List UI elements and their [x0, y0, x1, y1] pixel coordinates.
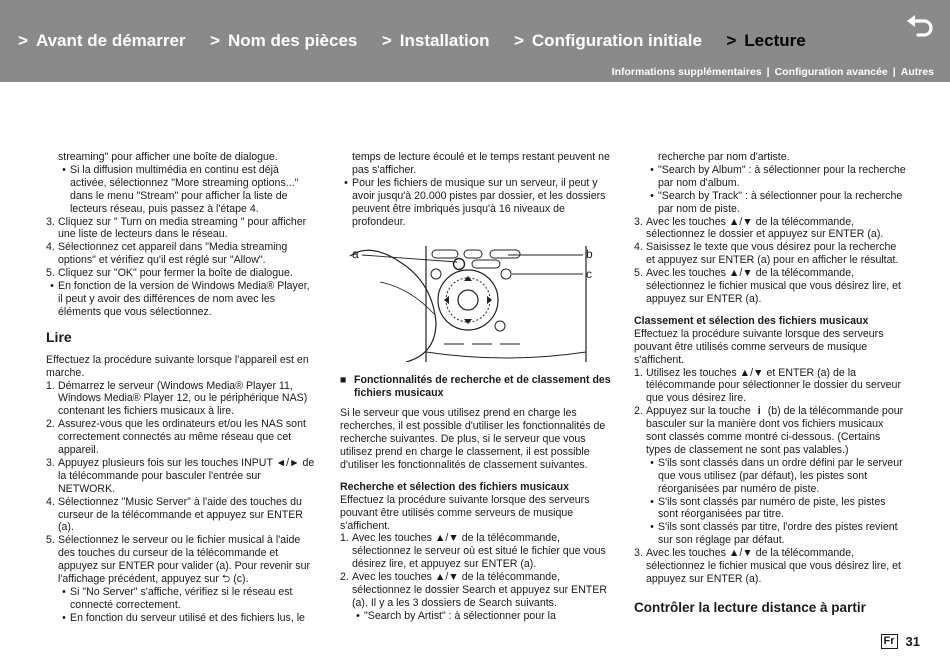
chapter-nav [18, 31, 826, 53]
step-text: Avec les touches ▲/▼ de la télécommande, sélectionnez le serveur où est situé le fichier que vous désirez lire, et appuyez sur ENTER (a). [352, 532, 606, 571]
subsection-heading: Classement et sélection des fichiers musicaux [634, 314, 869, 327]
bullet-item [634, 457, 906, 496]
bullet-item [634, 190, 906, 216]
step-item [46, 241, 316, 267]
step-number: 3. [634, 547, 643, 560]
bullet-text: S'ils sont classés par titre, l'ordre des pistes revient sur son réglage par défaut. [658, 521, 898, 547]
chevron-right-icon: > [726, 31, 737, 50]
nav-configuration-initiale[interactable] [514, 31, 702, 51]
step-item [46, 418, 316, 457]
step-text: Démarrez le serveur (Windows Media® Player 11, Windows Media® Player 12, ou le périphérique NAS) contenant les fichiers musicaux à lire. [58, 379, 308, 418]
step-number: 4. [46, 241, 55, 254]
spacer [340, 400, 612, 407]
bullet-item [46, 280, 316, 319]
link-autres[interactable]: Autres [900, 66, 934, 78]
link-informations-supplementaires[interactable]: Informations supplémentaires [611, 66, 762, 78]
column-3 [634, 151, 906, 615]
step-number: 3. [46, 215, 55, 228]
step-text: Assurez-vous que les ordinateurs et/ou les NAS sont correctement connectés au même réseau que cet appareil. [58, 418, 306, 457]
step-text: Cliquez sur "OK" pour fermer la boîte de dialogue. [58, 267, 293, 280]
step-text: Sélectionnez le serveur ou le fichier musical à l'aide des touches du curseur de la télécommande et appuyez sur ENTER pour valider (a). Pour revenir sur l'affichage précédent, appuyez sur ⮌ (c). [58, 534, 310, 586]
step-item [634, 405, 906, 457]
step-text: Cliquez sur " Turn on media streaming " pour afficher une liste de lecteurs dans le réseau. [58, 215, 307, 241]
section-heading-controler: Contrôler la lecture distance à partir [634, 599, 866, 615]
step-number: 4. [634, 241, 643, 254]
step-item [634, 241, 906, 267]
bullet: • [344, 176, 348, 189]
column-1 [46, 151, 316, 625]
bullet-item [340, 610, 612, 623]
bullet-text: "Search by Artist" : à sélectionner pour la [364, 609, 556, 622]
bullet: • [650, 495, 654, 508]
bullet: • [356, 609, 360, 622]
step-text: Sélectionnez cet appareil dans "Media streaming options" et vérifiez qu'il est réglé sur "Allow". [58, 241, 288, 267]
step-text: Sélectionnez "Music Server" à l'aide des touches du curseur de la télécommande et appuyez sur ENTER (a). [58, 495, 303, 534]
step-item [634, 547, 906, 586]
bullet-text: En fonction de la version de Windows Media® Player, il peut y avoir des différences de nom avec les éléments que vous sélectionnez. [58, 280, 310, 318]
bullet-text: Si "No Server" s'affiche, vérifiez si le réseau est connecté correctement. [70, 586, 293, 611]
bullet: • [62, 163, 66, 176]
bullet: • [62, 586, 66, 598]
bullet-item [634, 496, 906, 522]
step-item [634, 216, 906, 242]
bullet-text: S'ils sont classés par numéro de piste, les pistes sont réorganisées par titre. [658, 495, 886, 521]
step-item [46, 496, 316, 535]
bullet-item [634, 164, 906, 190]
nav-label: Nom des pièces [227, 31, 358, 50]
bullet: • [50, 280, 54, 293]
bullet: • [62, 611, 66, 624]
step-text: Avec les touches ▲/▼ de la télécommande, sélectionnez le dossier et appuyez sur ENTER (a). [646, 215, 884, 241]
step-number: 3. [634, 215, 643, 228]
callout-a: a [352, 247, 359, 262]
spacer [340, 472, 612, 481]
nav-label: Installation [399, 31, 490, 50]
chevron-right-icon: > [381, 31, 392, 50]
page-footer [881, 634, 920, 649]
square-bullet-icon: ■ [340, 374, 347, 387]
nav-installation[interactable] [382, 31, 490, 51]
step-text-part: Appuyez sur la touche [646, 405, 751, 418]
info-icon: i [757, 405, 761, 418]
step-text: Appuyez plusieurs fois sur les touches INPUT ◄/► de la télécommande pour basculer l'entrée sur NETWORK. [58, 456, 315, 495]
bullet-text: S'ils sont classés dans un ordre défini par le serveur que vous utilisez (par défaut), les pistes sont réorganisées par numéro de piste. [658, 456, 903, 495]
step-item [46, 534, 316, 586]
step-text-part: (b) de la télécommande pour basculer sur la manière dont vos fichiers musicaux sont classés comme montré ci-dessous. (Certains types de classement ne sont pas valables.) [646, 405, 904, 456]
bullet: • [650, 521, 654, 534]
bullet-item [46, 586, 316, 612]
step-number: 5. [46, 534, 55, 547]
bullet: • [650, 163, 654, 176]
step-number: 5. [46, 267, 55, 280]
paragraph: Effectuez la procédure suivante lorsque l'appareil est en marche. [46, 353, 309, 379]
link-configuration-avancee[interactable]: Configuration avancée [774, 66, 888, 78]
bullet-item [340, 177, 612, 229]
paragraph: Effectuez la procédure suivante lorsque des serveurs pouvant être utilisés comme serveurs de musique s'affichent. [340, 493, 590, 532]
paragraph: Si le serveur que vous utilisez prend en charge les recherches, il est possible d'utiliser les fonctionnalités de recherche suivantes. De plus, si le serveur que vous utilisez prend en charge le classement, il est possible d'utiliser les fonctionnalités de classement suivantes. [340, 407, 606, 471]
nav-label: Lecture [744, 31, 806, 50]
step-number: 2. [634, 405, 643, 418]
column-2 [340, 151, 612, 623]
step-item [46, 457, 316, 496]
step-text: Avec les touches ▲/▼ de la télécommande, sélectionnez le fichier musical que vous désirez lire, et appuyez sur ENTER (a). [646, 547, 901, 585]
nav-lecture[interactable] [726, 31, 805, 51]
step-number: 4. [46, 495, 55, 508]
bullet-item [634, 521, 906, 547]
step-text [646, 405, 906, 457]
nav-avant-de-demarrer[interactable] [18, 31, 186, 51]
bullet: • [650, 189, 654, 202]
nav-nom-des-pieces[interactable] [210, 31, 357, 51]
bullet-text: En fonction du serveur utilisé et des fichiers lus, le [70, 611, 305, 624]
bullet-item [46, 612, 316, 625]
separator: | [766, 66, 770, 78]
step-number: 1. [46, 379, 55, 392]
bullet-item [46, 164, 316, 216]
step-item [340, 571, 612, 610]
nav-label: Configuration initiale [531, 31, 702, 50]
section-heading-lire: Lire [46, 328, 72, 345]
separator: | [892, 66, 896, 78]
step-text: Avec les touches ▲/▼ de la télécommande, sélectionnez le dossier Search et appuyez sur ENTER (a). Il y a les 3 dossiers de Search suivants. [352, 571, 607, 609]
step-item [46, 216, 316, 242]
spacer [634, 306, 906, 315]
chevron-right-icon: > [210, 31, 220, 50]
paragraph: temps de lecture écoulé et le temps restant peuvent ne pas s'afficher. [352, 151, 610, 176]
chevron-right-icon: > [18, 31, 28, 50]
step-number: 2. [340, 571, 349, 584]
language-badge: Fr [881, 634, 898, 649]
step-number: 5. [634, 267, 643, 280]
step-number: 3. [46, 456, 55, 469]
bullet: • [650, 456, 654, 469]
paragraph: Effectuez la procédure suivante lorsque des serveurs pouvant être utilisés comme serveurs de musique s'affichent. [634, 327, 884, 366]
step-text: Avec les touches ▲/▼ de la télécommande, sélectionnez le fichier musical que vous désirez lire, et appuyez sur ENTER (a). [646, 267, 901, 305]
bullet-text: "Search by Album" : à sélectionner pour la recherche par nom d'album. [658, 163, 906, 189]
sub-navigation [612, 66, 934, 78]
subsection-heading: Recherche et sélection des fichiers musicaux [340, 480, 570, 493]
step-item [46, 267, 316, 280]
remote-control-illustration [340, 242, 612, 362]
paragraph: recherche par nom d'artiste. [658, 151, 790, 163]
section-heading [340, 374, 612, 400]
step-number: 1. [634, 366, 643, 379]
chevron-right-icon: > [513, 31, 524, 50]
step-text: Utilisez les touches ▲/▼ et ENTER (a) de la télécommande pour sélectionner le dossier du serveur que vous désirez lire. [646, 366, 901, 405]
bullet-text: Si la diffusion multimédia en continu est déjà activée, sélectionnez "More streaming options..." dans le menu "Stream" pour afficher la liste de lecteurs réseau, puis passez à l'étape 4. [70, 163, 299, 215]
nav-label: Avant de démarrer [35, 31, 186, 50]
bullet-text: "Search by Track" : à sélectionner pour la recherche par nom de piste. [658, 189, 903, 215]
callout-b: b [586, 247, 593, 262]
page-number: 31 [905, 634, 920, 649]
step-number: 1. [340, 532, 349, 545]
paragraph: streaming" pour afficher une boîte de dialogue. [58, 151, 278, 163]
remote-drawing [340, 242, 612, 362]
step-item [46, 380, 316, 419]
bullet-text: Pour les fichiers de musique sur un serveur, il peut y avoir jusqu'à 20.000 pistes par dossier, et les dossiers peuvent être imbriqués jusqu'à 16 niveaux de profondeur. [352, 176, 606, 228]
back-arrow-icon[interactable] [904, 12, 936, 40]
top-navigation-bar [0, 0, 950, 82]
step-number: 2. [46, 418, 55, 431]
step-item [634, 367, 906, 406]
step-text: Saisissez le texte que vous désirez pour la recherche et appuyez sur ENTER (a) pour en afficher le résultat. [646, 241, 899, 267]
heading-text: Fonctionnalités de recherche et de classement des fichiers musicaux [354, 374, 611, 400]
step-item [340, 532, 612, 571]
step-item [634, 267, 906, 306]
callout-c: c [586, 267, 592, 282]
